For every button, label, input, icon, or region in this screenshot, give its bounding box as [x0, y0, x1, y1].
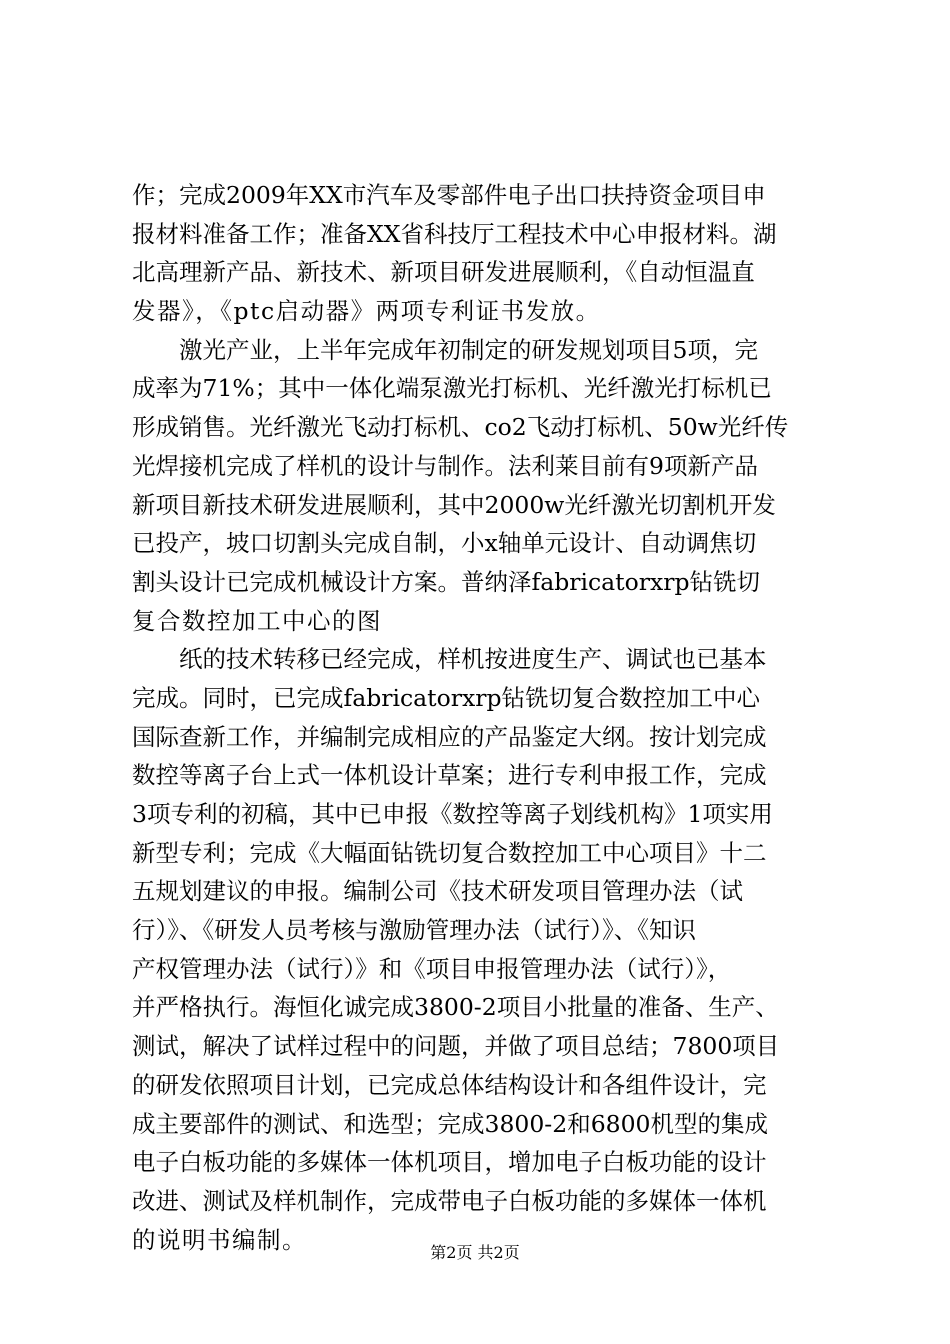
text-line: 电子白板功能的多媒体一体机项目，增加电子白板功能的设计	[132, 1148, 767, 1177]
text-line: 的说明书编制。	[132, 1225, 307, 1254]
text-line: 割头设计已完成机械设计方案。普纳泽fabricatorxrp钻铣切	[132, 567, 761, 596]
page-footer: 第2页 共2页	[430, 1243, 520, 1262]
text-line: 行）》、《研发人员考核与激励管理办法（试行）》、《知识	[132, 916, 696, 945]
text-line: 新项目新技术研发进展顺利，其中2000w光纤激光切割机开发	[132, 490, 776, 519]
text-line: 形成销售。光纤激光飞动打标机、co2飞动打标机、50w光纤传	[132, 413, 789, 442]
text-line: 报材料准备工作；准备XX省科技厅工程技术中心申报材料。湖	[132, 219, 777, 248]
text-line: 已投产，坡口切割头完成自制，小x轴单元设计、自动调焦切	[132, 529, 757, 558]
text-line: 3项专利的初稿，其中已申报《数控等离子划线机构》1项实用	[132, 800, 773, 828]
text-line: 并严格执行。海恒化诚完成3800-2项目小批量的准备、生产、	[132, 993, 779, 1022]
text-line: 数控等离子台上式一体机设计草案；进行专利申报工作，完成	[132, 761, 767, 790]
text-line: 国际查新工作，并编制完成相应的产品鉴定大纲。按计划完成	[132, 722, 767, 751]
text-line: 复合数控加工中心的图	[132, 606, 382, 635]
text-line: 纸的技术转移已经完成，样机按进度生产、调试也已基本	[179, 645, 767, 674]
text-line: 成主要部件的测试、和选型；完成3800-2和6800机型的集成	[132, 1109, 769, 1138]
text-line: 测试，解决了试样过程中的问题，并做了项目总结；7800项目	[132, 1032, 780, 1061]
text-line: 作；完成2009年XX市汽车及零部件电子出口扶持资金项目申	[132, 181, 766, 209]
text-line: 光焊接机完成了样机的设计与制作。法利莱目前有9项新产品	[132, 451, 758, 480]
text-line: 北高理新产品、新技术、新项目研发进展顺利，《自动恒温直	[132, 258, 755, 287]
text-line: 发器》，《ptc启动器》两项专利证书发放。	[132, 297, 601, 326]
text-line: 成率为71%；其中一体化端泵激光打标机、光纤激光打标机已	[132, 374, 772, 403]
text-line: 的研发依照项目计划，已完成总体结构设计和各组件设计，完	[132, 1070, 767, 1099]
text-line: 改进、测试及样机制作，完成带电子白板功能的多媒体一体机	[132, 1186, 767, 1215]
body-text	[132, 176, 832, 1259]
text-line: 激光产业，上半年完成年初制定的研发规划项目5项，完	[179, 335, 758, 364]
text-line: 产权管理办法（试行）》和《项目申报管理办法（试行）》，	[132, 954, 732, 983]
text-line: 完成。同时，已完成fabricatorxrp钻铣切复合数控加工中心	[132, 683, 761, 712]
text-line: 五规划建议的申报。编制公司《技术研发项目管理办法（试	[132, 877, 743, 906]
text-line: 新型专利；完成《大幅面钻铣切复合数控加工中心项目》十二	[132, 838, 767, 867]
